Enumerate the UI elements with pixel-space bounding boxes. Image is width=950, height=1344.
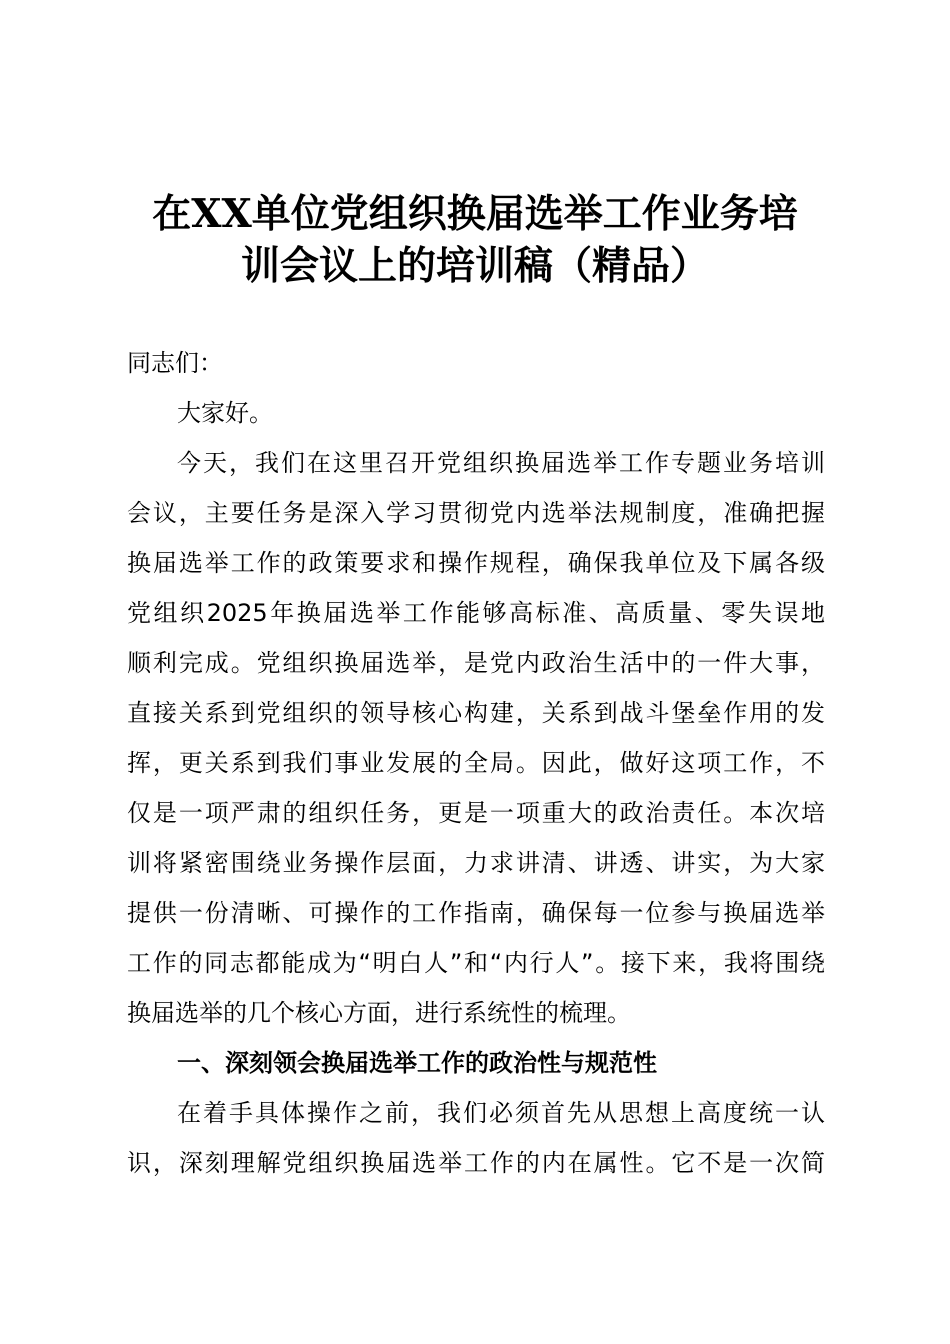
greeting: 大家好。 bbox=[177, 399, 273, 427]
paragraph-section-1 bbox=[127, 1088, 825, 1188]
salutation: 同志们： bbox=[127, 349, 223, 377]
paragraph-line: 换届选举的几个核心方面，进行系统性的梳理。 bbox=[127, 999, 631, 1027]
paragraph-line: 今天，我们在这里召开党组织换届选举工作专题业务培训 bbox=[177, 449, 825, 477]
title-line-2: 训会议上的培训稿（精品） bbox=[240, 243, 709, 289]
paragraph-line: 仅是一项严肃的组织任务，更是一项重大的政治责任。本次培 bbox=[127, 799, 825, 827]
paragraph-line: 会议，主要任务是深入学习贯彻党内选举法规制度，准确把握 bbox=[127, 499, 825, 527]
paragraph-line: 党组织2025年换届选举工作能够高标准、高质量、零失误地 bbox=[127, 599, 825, 627]
paragraph-line: 换届选举工作的政策要求和操作规程，确保我单位及下属各级 bbox=[127, 549, 825, 577]
document-body bbox=[127, 338, 825, 1188]
paragraph-line: 工作的同志都能成为“明白人”和“内行人”。接下来，我将围绕 bbox=[127, 949, 825, 977]
paragraph-line: 顺利完成。党组织换届选举，是党内政治生活中的一件大事， bbox=[127, 649, 825, 677]
document-title bbox=[120, 188, 830, 292]
paragraph-line: 识，深刻理解党组织换届选举工作的内在属性。它不是一次简 bbox=[127, 1149, 825, 1177]
section-heading-1: 一、深刻领会换届选举工作的政治性与规范性 bbox=[177, 1049, 657, 1077]
title-line-1: 在XX单位党组织换届选举工作业务培 bbox=[152, 191, 798, 237]
paragraph-line: 训将紧密围绕业务操作层面，力求讲清、讲透、讲实，为大家 bbox=[127, 849, 825, 877]
paragraph-intro bbox=[127, 438, 825, 1038]
paragraph-line: 挥，更关系到我们事业发展的全局。因此，做好这项工作，不 bbox=[127, 749, 825, 777]
paragraph-line: 提供一份清晰、可操作的工作指南，确保每一位参与换届选举 bbox=[127, 899, 825, 927]
paragraph-line: 直接关系到党组织的领导核心构建，关系到战斗堡垒作用的发 bbox=[127, 699, 825, 727]
paragraph-line: 在着手具体操作之前，我们必须首先从思想上高度统一认 bbox=[177, 1099, 825, 1127]
